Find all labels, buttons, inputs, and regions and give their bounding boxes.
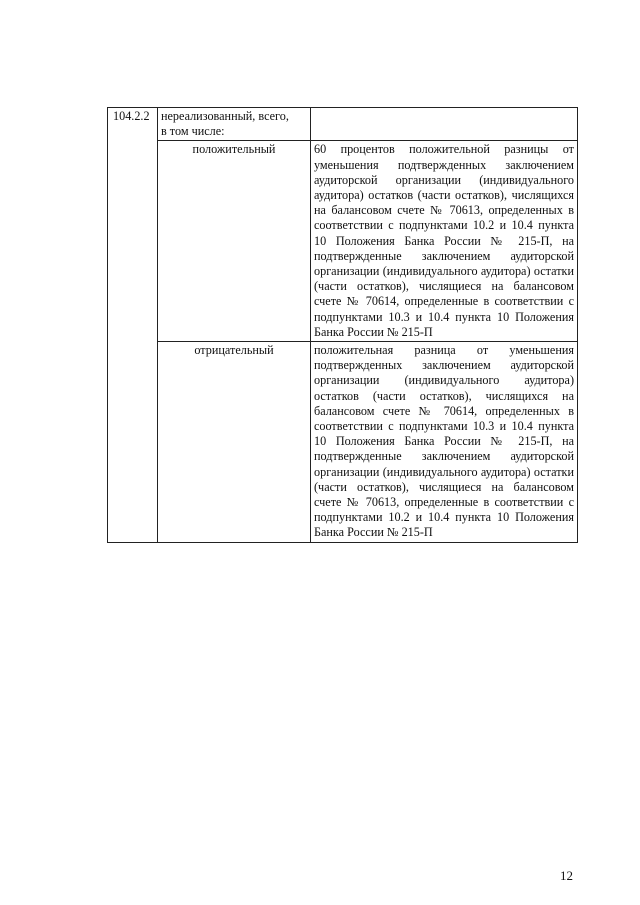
row-label-negative: отрицательный <box>158 342 311 543</box>
row-description-negative: положительная разница от уменьшения подтвержденных заключением аудиторской организации (индивидуального аудитора) остатков (части остатков), числящихся на балансовом счете № 70614, определенных в соответствии с подпунктами 10.3 и 10.4 пункта 10 Положения Банка России № 215-П, на подтвержденные заключением аудиторской организации (индивидуального аудитора) остатки (части остатков), числящиеся на балансовом счете № 70613, определенные в соответствии с подпунктами 10.2 и 10.4 пункта 10 Положения Банка России № 215-П <box>311 342 578 543</box>
indicator-table <box>107 107 578 543</box>
indicator-code: 104.2.2 <box>108 108 158 543</box>
table-row <box>108 141 578 342</box>
indicator-heading-line1: нереализованный, всего, <box>161 109 289 123</box>
table-row <box>108 108 578 141</box>
indicator-heading-line2: в том числе: <box>161 124 225 139</box>
indicator-heading <box>158 108 311 141</box>
row-description-positive: 60 процентов положительной разницы от уменьшения подтвержденных заключением аудиторской организации (индивидуального аудитора) остатков (части остатков), числящихся на балансовом счете № 70613, определенных в соответствии с подпунктами 10.2 и 10.4 пункта 10 Положения Банка России № 215-П, на подтвержденные заключением аудиторской организации (индивидуального аудитора) остатки (части остатков), числящиеся на балансовом счете № 70614, определенные в соответствии с подпунктами 10.3 и 10.4 пункта 10 Положения Банка России № 215-П <box>311 141 578 342</box>
page-number: 12 <box>560 868 573 883</box>
row-label-positive: положительный <box>158 141 311 342</box>
indicator-heading-empty-cell <box>311 108 578 141</box>
table-row <box>108 342 578 543</box>
